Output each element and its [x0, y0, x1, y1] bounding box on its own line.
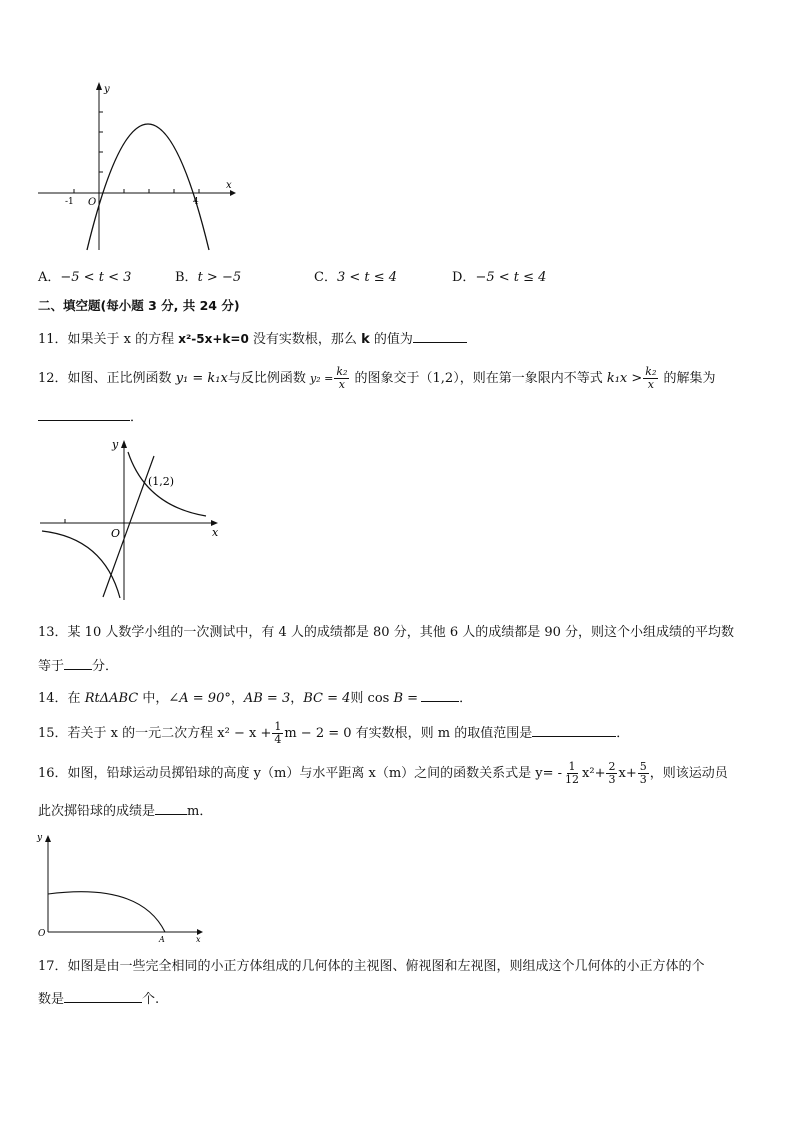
origin-label: O: [88, 197, 97, 208]
q13-line2-a: 等于: [38, 659, 65, 674]
q14-end: ．: [459, 691, 473, 706]
y-axis-label: y: [104, 84, 110, 95]
section-heading: 二、填空题(每小题 3 分, 共 24 分): [38, 298, 240, 313]
q16-f2-num: 2: [608, 760, 616, 773]
option-b-letter: B．: [175, 270, 198, 285]
q16-f3-num: 5: [639, 760, 647, 773]
q14-sep2: ，: [290, 691, 304, 706]
q17-line2-a: 数是: [38, 992, 65, 1007]
q15-fraction: [272, 721, 283, 746]
q12-text-d: 的解集为: [659, 371, 716, 386]
option-a-math: −5 < t < 3: [60, 270, 132, 285]
q15-frac-den: 4: [274, 733, 282, 746]
parabola-curve: [87, 124, 209, 250]
q15-text-a: 若关于 x 的一元二次方程: [67, 726, 218, 741]
q16-term-1: x²+: [582, 766, 606, 781]
q13-line1: 某 10 人数学小组的一次测试中，有 4 人的成绩都是 80 分，其他 6 人的成绩都是 90 分，则这个小组成绩的平均数: [67, 625, 735, 640]
q12-ineq-left: k₁x >: [606, 371, 643, 386]
q12-ineq-den: x: [647, 378, 654, 391]
q14-angle: ∠A = 90°: [168, 691, 231, 706]
q12-y2-den: x: [338, 378, 345, 391]
question-11: [38, 328, 467, 350]
q12-y2-fraction: [334, 366, 349, 391]
question-14: [38, 687, 472, 709]
q12-text-b: 与反比例函数: [227, 371, 310, 386]
y-axis-label: y: [112, 438, 119, 451]
option-c-math: 3 < t ≤ 4: [336, 270, 398, 285]
q16-fraction-1: [563, 761, 581, 786]
point-label: (1,2): [148, 475, 175, 488]
q16-f3-den: 3: [639, 773, 647, 786]
q15-text-b: 有实数根，则 m 的取值范围是: [351, 726, 533, 741]
question-16: [38, 759, 728, 789]
q16-line2-a: 此次掷铅球的成绩是: [38, 804, 156, 819]
option-b[interactable]: [175, 268, 241, 288]
question-13-line2: [38, 655, 118, 677]
x-axis-label: x: [212, 526, 219, 539]
q13-answer-blank[interactable]: [64, 655, 92, 670]
q15-frac-num: 1: [274, 720, 282, 733]
question-15: [38, 719, 629, 749]
q15-number: 15．: [38, 726, 68, 741]
q14-answer-blank[interactable]: [421, 687, 459, 702]
q16-text-a: 如图，铅球运动员掷铅球的高度 y（m）与水平距离 x（m）之间的函数关系式是 y= -: [67, 766, 563, 781]
q13-number: 13．: [38, 625, 68, 640]
q12-ineq-fraction: [643, 366, 658, 391]
y-axis-arrow: [121, 440, 127, 448]
option-a[interactable]: [38, 268, 131, 288]
x-axis-label: x: [196, 935, 201, 944]
q12-number: 12．: [38, 371, 68, 386]
q15-eq-a: x² − x +: [217, 726, 272, 741]
q12-text-a: 如图、正比例函数: [67, 371, 176, 386]
q11-text-a: 如果关于 x 的方程: [67, 332, 179, 347]
x-ticks: [74, 189, 199, 193]
option-a-letter: A．: [38, 270, 61, 285]
q12-y2-num: k₂: [336, 365, 348, 378]
q14-bc: BC = 4: [303, 691, 351, 706]
y-axis-arrow: [45, 835, 51, 842]
x-axis-label: x: [226, 180, 232, 191]
origin-label: O: [111, 527, 121, 540]
origin-label: O: [38, 929, 46, 939]
q12-y1: y₁ = k₁x: [175, 371, 228, 386]
q12-answer-blank[interactable]: [38, 406, 130, 421]
q16-fraction-2: [606, 761, 617, 786]
q16-f1-num: 1: [568, 760, 576, 773]
y-ticks: [99, 112, 103, 172]
tick-label-neg1: -1: [65, 197, 74, 207]
q11-answer-blank[interactable]: [413, 328, 467, 343]
hyperbola-branch-q3: [42, 531, 120, 598]
q14-number: 14．: [38, 691, 68, 706]
q16-line2-b: m．: [187, 804, 213, 819]
q11-text-b: 没有实数根，那么: [248, 332, 362, 347]
q14-ab: AB = 3: [243, 691, 291, 706]
q16-answer-blank[interactable]: [155, 800, 187, 815]
trajectory-curve: [48, 892, 165, 932]
y-axis-label: y: [37, 833, 43, 843]
q17-answer-blank[interactable]: [64, 988, 142, 1003]
q15-end: ．: [616, 726, 630, 741]
q14-eq: =: [403, 691, 419, 706]
q14-triangle: RtΔABC: [84, 691, 139, 706]
option-b-math: t > −5: [197, 270, 242, 285]
q12-function-figure: [36, 432, 236, 602]
q12-end: ．: [130, 410, 144, 425]
q15-answer-blank[interactable]: [532, 722, 616, 737]
q10-parabola-figure: [30, 78, 240, 253]
option-c[interactable]: [314, 268, 397, 288]
option-d-letter: D．: [452, 270, 476, 285]
q16-text-b: ，则该运动员: [649, 766, 728, 781]
option-c-letter: C．: [314, 270, 337, 285]
q14-sep1: ，: [230, 691, 244, 706]
q16-f1-den: 12: [565, 773, 580, 786]
q11-number: 11．: [38, 332, 68, 347]
y-axis-arrow: [96, 82, 102, 90]
question-16-line2: [38, 800, 212, 822]
option-d-math: −5 < t ≤ 4: [475, 270, 547, 285]
question-12: [38, 364, 716, 394]
option-d[interactable]: [452, 268, 546, 288]
q11-equation: x²-5x+k=0: [178, 332, 249, 346]
q14-text-a: 在: [67, 691, 85, 706]
q16-number: 16．: [38, 766, 68, 781]
tick-label-4: 4: [193, 197, 199, 207]
q11-text-c: 的值为: [369, 332, 413, 347]
q14-text-c: 则 cos: [350, 691, 394, 706]
q12-y2-left: y₂ =: [309, 372, 334, 385]
q16-f2-den: 3: [608, 773, 616, 786]
question-17: [38, 957, 705, 977]
q16-term-2: x+: [618, 766, 637, 781]
q15-eq-b: m − 2 = 0: [284, 726, 352, 741]
q14-text-b: 中，: [138, 691, 169, 706]
question-17-line2: [38, 988, 159, 1010]
question-12-answer-line: [38, 406, 143, 428]
q12-text-c: 的图象交于（1,2），则在第一象限内不等式: [350, 371, 607, 386]
q17-line1: 如图是由一些完全相同的小正方体组成的几何体的主视图、俯视图和左视图，则组成这个几何体的小正方体的个: [67, 959, 705, 974]
q13-line2-b: 分．: [92, 659, 119, 674]
q17-line2-b: 个.: [142, 992, 160, 1007]
q12-ineq-num: k₂: [645, 365, 657, 378]
q11-k: k: [361, 332, 370, 347]
a-label: A: [159, 935, 165, 944]
q16-fraction-3: [638, 761, 649, 786]
q17-number: 17．: [38, 959, 68, 974]
question-13: [38, 623, 734, 643]
q16-shotput-figure: [30, 826, 210, 946]
q14-b: B: [393, 691, 404, 706]
